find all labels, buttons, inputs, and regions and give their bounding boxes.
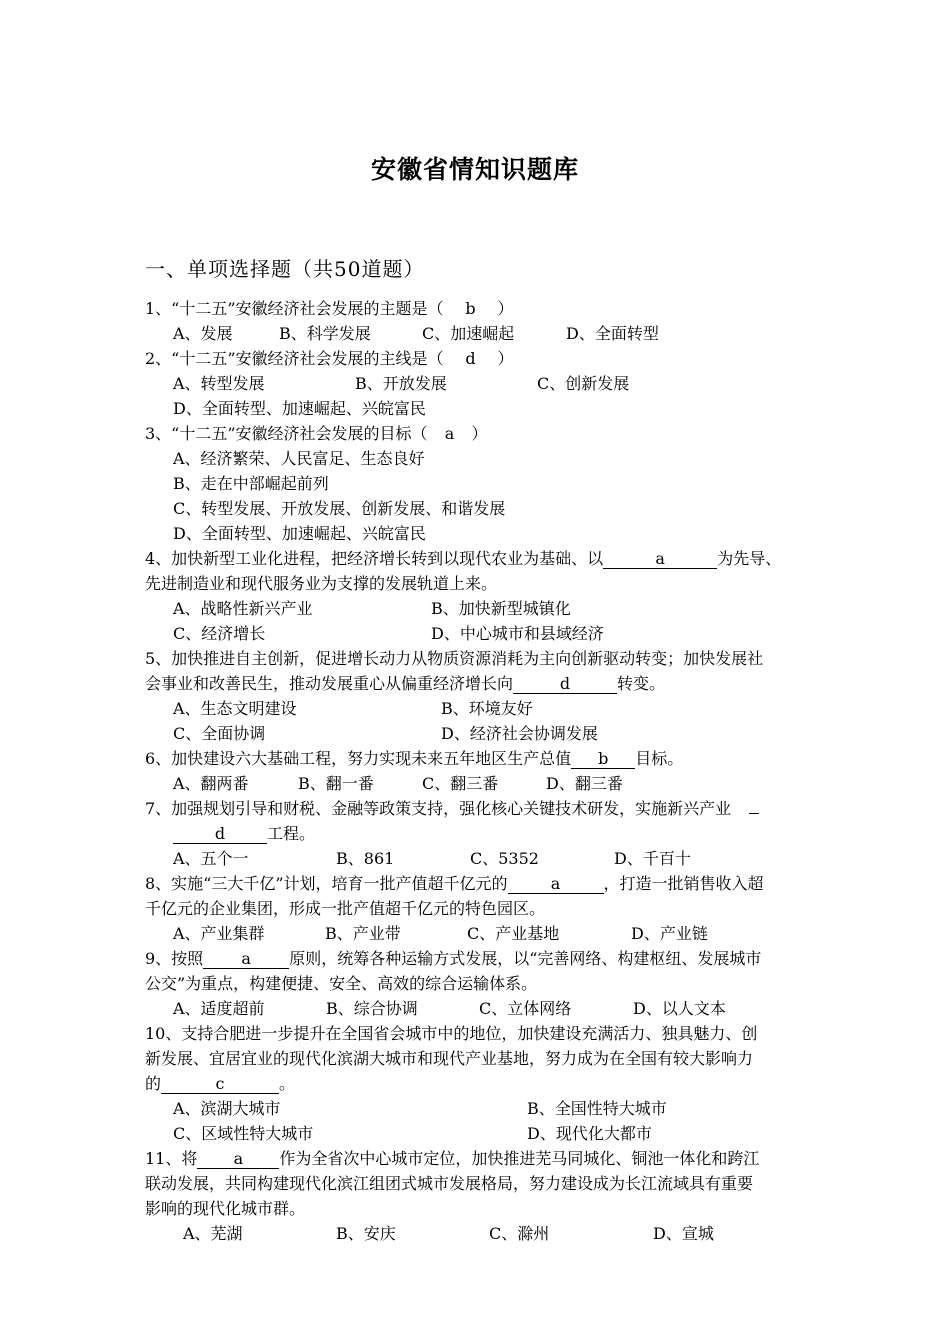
question-4-stem-line2: 先进制造业和现代服务业为支撑的发展轨道上来。 [145, 574, 498, 593]
option-b: B、综合协调 [326, 999, 418, 1018]
option-a: A、战略性新兴产业 [173, 599, 313, 618]
stem-text: 的 [145, 1074, 162, 1093]
option-a: A、经济繁荣、人民富足、生态良好 [173, 449, 425, 468]
stem-text-after: 作为全省次中心城市定位，加快推进芜马同城化、铜池一体化和跨江 [279, 1149, 760, 1168]
option-b: B、安庆 [336, 1224, 396, 1243]
option-a: A、产业集群 [173, 924, 265, 943]
question-9-stem [145, 946, 761, 971]
stem-close: ） [497, 349, 514, 368]
option-d: D、全面转型、加速崛起、兴皖富民 [173, 524, 426, 543]
option-a: A、五个一 [173, 849, 249, 868]
option-b: B、翻一番 [298, 774, 374, 793]
question-10-options-row2 [173, 1121, 652, 1146]
question-10-options-row1 [173, 1096, 667, 1121]
question-7-stem [145, 796, 759, 821]
stem-text: 1、“十二五”安徽经济社会发展的主题是（ [145, 299, 444, 318]
answer-blank: a [603, 549, 717, 569]
option-b: B、861 [336, 849, 395, 868]
question-4-options-row2 [173, 621, 604, 646]
option-c: C、翻三番 [422, 774, 499, 793]
answer-blank: a [203, 949, 289, 969]
question-2-stem [145, 346, 514, 371]
answer-blank: b [571, 749, 635, 769]
option-c: C、创新发展 [537, 374, 630, 393]
option-a: A、适度超前 [173, 999, 265, 1018]
option-a: A、转型发展 [173, 374, 265, 393]
option-d: D、翻三番 [546, 774, 623, 793]
stem-text: 9、按照 [145, 949, 204, 968]
answer-blank: d [173, 824, 267, 844]
stem-text: 2、“十二五”安徽经济社会发展的主线是（ [145, 349, 444, 368]
question-5-options-row2 [173, 721, 598, 746]
question-6-stem [145, 746, 683, 771]
question-4-stem [145, 546, 781, 571]
question-9-stem-line2: 公交”为重点，构建便捷、安全、高效的综合运输体系。 [145, 974, 538, 993]
stem-text-after: 目标。 [635, 749, 684, 768]
answer-blank: a [508, 874, 604, 894]
question-5-stem-line2 [145, 671, 665, 696]
question-7-options [173, 846, 691, 871]
question-10-stem-line2: 新发展、宜居宜业的现代化滨湖大城市和现代产业基地，努力成为在全国有较大影响力 [145, 1049, 754, 1068]
option-d: D、全面转型、加速崛起、兴皖富民 [173, 399, 426, 418]
question-8-stem [145, 871, 764, 896]
answer-text: a [444, 424, 455, 443]
stem-text-after: 原则，统筹各种运输方式发展，以“完善网络、构建枢纽、发展城市 [289, 949, 762, 968]
option-a: A、发展 [173, 324, 233, 343]
option-b: B、环境友好 [441, 699, 533, 718]
option-d: D、千百十 [614, 849, 691, 868]
option-b: B、全国性特大城市 [527, 1099, 667, 1118]
stem-text: 3、“十二五”安徽经济社会发展的目标（ [145, 424, 428, 443]
option-c: C、全面协调 [173, 724, 266, 743]
question-6-options [173, 771, 623, 796]
question-11-stem-line2: 联动发展，共同构建现代化滨江组团式城市发展格局，努力建设成为长江流域具有重要 [145, 1174, 754, 1193]
answer-blank: a [197, 1149, 279, 1169]
stem-text: 11、将 [145, 1149, 198, 1168]
answer-blank: d [513, 674, 617, 694]
option-c: C、加速崛起 [422, 324, 515, 343]
question-9-options [173, 996, 726, 1021]
answer-blank-start [749, 813, 759, 814]
question-3-stem [145, 421, 488, 446]
question-8-stem-line2: 千亿元的企业集团，形成一批产值超千亿元的特色园区。 [145, 899, 546, 918]
option-d: D、经济社会协调发展 [441, 724, 598, 743]
question-7-stem-line2 [173, 821, 315, 846]
stem-text: 8、实施“三大千亿”计划，培育一批产值超千亿元的 [145, 874, 508, 893]
question-5-stem: 5、加快推进自主创新，促进增长动力从物质资源消耗为主向创新驱动转变；加快发展社 [145, 649, 764, 668]
question-4-options-row1 [173, 596, 571, 621]
option-b: B、开放发展 [355, 374, 447, 393]
document-title: 安徽省情知识题库 [370, 155, 579, 184]
option-c: C、立体网络 [479, 999, 572, 1018]
option-b: B、加快新型城镇化 [431, 599, 571, 618]
stem-text-after: 为先导、 [717, 549, 782, 568]
question-11-options [183, 1221, 714, 1246]
option-c: C、产业基地 [467, 924, 560, 943]
stem-text-after: 转变。 [617, 674, 666, 693]
option-d: D、中心城市和县域经济 [431, 624, 604, 643]
section-heading: 一、单项选择题（共50道题） [145, 257, 425, 281]
option-b: B、走在中部崛起前列 [173, 474, 329, 493]
stem-text: 4、加快新型工业化进程，把经济增长转到以现代农业为基础、以 [145, 549, 604, 568]
option-a: A、生态文明建设 [173, 699, 297, 718]
stem-text-after: 。 [279, 1074, 296, 1093]
option-a: A、芜湖 [183, 1224, 243, 1243]
stem-text: 会事业和改善民生，推动发展重心从偏重经济增长向 [145, 674, 514, 693]
option-d: D、产业链 [631, 924, 708, 943]
stem-close: ） [497, 299, 514, 318]
question-2-options-row1 [173, 371, 629, 396]
option-d: D、宣城 [653, 1224, 714, 1243]
option-a: A、翻两番 [173, 774, 249, 793]
option-a: A、滨湖大城市 [173, 1099, 281, 1118]
answer-text: d [465, 349, 476, 368]
question-10-stem: 10、支持合肥进一步提升在全国省会城市中的地位，加快建设充满活力、独具魅力、创 [145, 1024, 758, 1043]
question-10-stem-line3 [145, 1071, 295, 1096]
option-c: C、滁州 [489, 1224, 550, 1243]
option-d: D、全面转型 [566, 324, 659, 343]
question-11-stem [145, 1146, 759, 1171]
option-d: D、以人文本 [633, 999, 726, 1018]
option-c: C、区域性特大城市 [173, 1124, 314, 1143]
question-1-stem [145, 296, 514, 321]
answer-blank: c [161, 1074, 279, 1094]
option-c: C、5352 [470, 849, 539, 868]
stem-text-after: ，打造一批销售收入超 [603, 874, 764, 893]
option-d: D、现代化大都市 [527, 1124, 652, 1143]
option-c: C、经济增长 [173, 624, 266, 643]
question-8-options [173, 921, 708, 946]
stem-text-after: 工程。 [267, 824, 316, 843]
stem-text: 7、加强规划引导和财税、金融等政策支持，强化核心关键技术研发，实施新兴产业 [145, 799, 732, 818]
question-5-options-row1 [173, 696, 533, 721]
option-b: B、科学发展 [279, 324, 371, 343]
stem-close: ） [471, 424, 488, 443]
question-11-stem-line3: 影响的现代化城市群。 [145, 1199, 306, 1218]
stem-text: 6、加快建设六大基础工程，努力实现未来五年地区生产总值 [145, 749, 572, 768]
answer-text: b [465, 299, 476, 318]
option-c: C、转型发展、开放发展、创新发展、和谐发展 [173, 499, 506, 518]
option-b: B、产业带 [325, 924, 401, 943]
question-1-options [173, 321, 659, 346]
